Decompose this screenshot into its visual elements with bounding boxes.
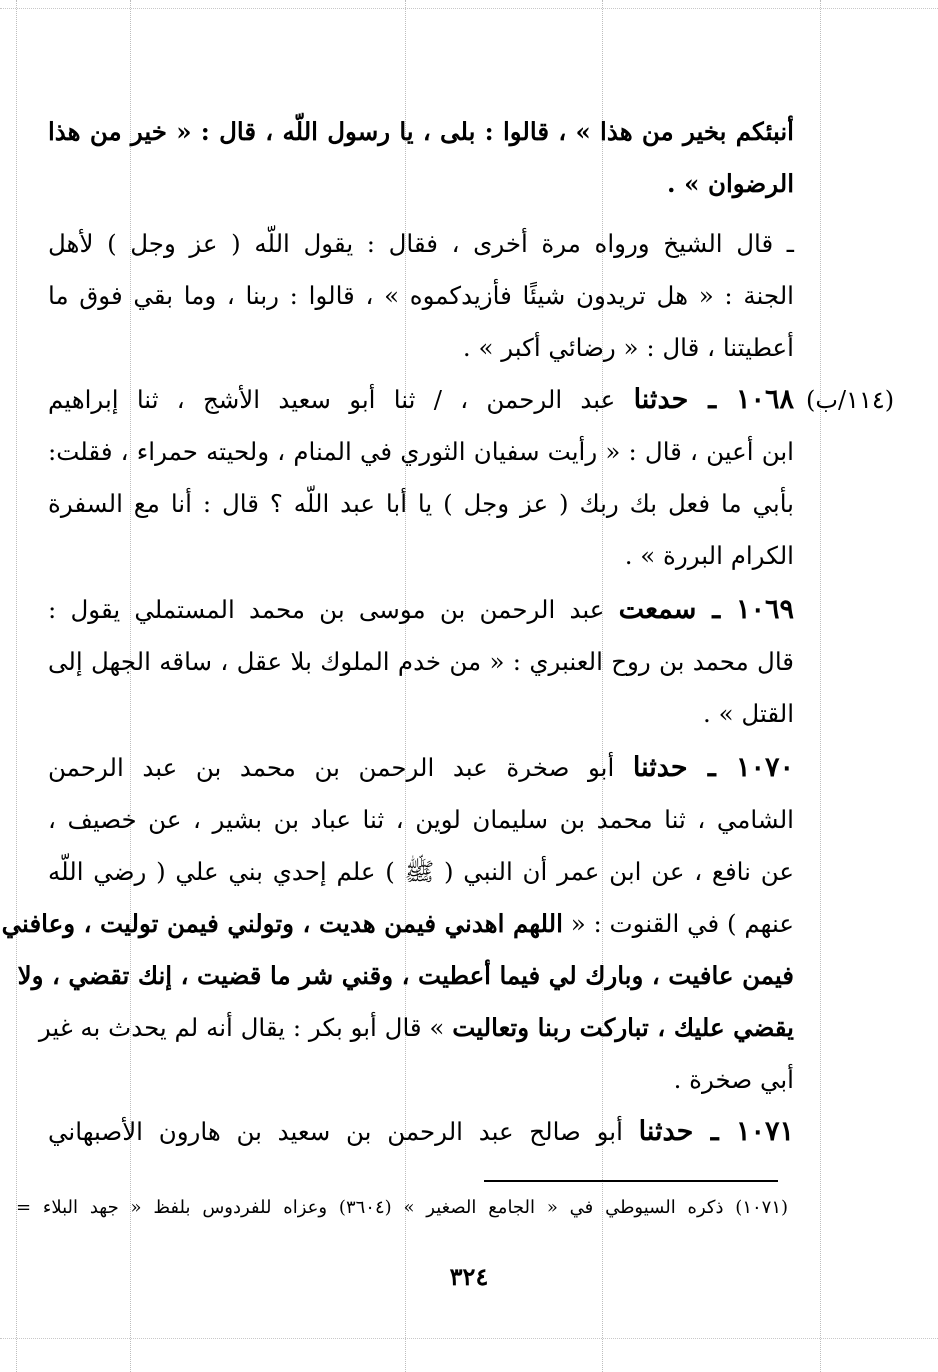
text-line: أنبئكم بخير من هذا » ، قالوا : بلى ، يا رسول اللّه ، قال : « خير من هذا <box>48 117 794 146</box>
hadith-heading-line: ١٠٧٠ ـ حدثنا أبو صخرة عبد الرحمن بن محمد بن عبد الرحمن <box>48 752 794 783</box>
page-number: ٣٢٤ <box>449 1262 489 1291</box>
hadith-heading-line: ١٠٧١ ـ حدثنا أبو صالح عبد الرحمن بن سعيد بن هارون الأصبهاني <box>48 1116 794 1147</box>
footnote-separator <box>484 1180 778 1182</box>
hadith-number: ١٠٧٠ ـ حدثنا <box>632 752 794 783</box>
text-line: ابن أعين ، قال : « رأيت سفيان الثوري في المنام ، ولحيته حمراء ، فقلت: <box>48 437 794 466</box>
text-line: الكرام البررة » . <box>624 541 794 570</box>
text-line: الشامي ، ثنا محمد بن سليمان لوين ، ثنا عباد بن بشير ، عن خصيف ، <box>48 805 794 834</box>
scan-guide-line <box>16 0 17 1372</box>
text-line: أعطيتنا ، قال : « رضائي أكبر » . <box>462 333 794 362</box>
text-line: القتل » . <box>703 699 794 728</box>
text-line: عن نافع ، عن ابن عمر أن النبي ( ﷺ ) علم إحدي بني علي ( رضي اللّه <box>48 857 794 886</box>
text-line: قال محمد بن روح العنبري : « من خدم الملوك بلا عقل ، ساقه الجهل إلى <box>48 647 794 676</box>
text-line: يقضي عليك ، تباركت ربنا وتعاليت » قال أبو بكر : يقال أنه لم يحدث به غير <box>38 1013 794 1042</box>
scan-guide-line <box>820 0 821 1372</box>
text-line: بأبي ما فعل بك ربك ( عز وجل ) يا أبا عبد اللّه ؟ قال : أنا مع السفرة <box>48 489 794 518</box>
scan-guide-line <box>0 8 938 9</box>
text-line: الرضوان » . <box>667 169 794 198</box>
hadith-number: ١٠٧١ ـ حدثنا <box>638 1116 794 1147</box>
text-line: ـ قال الشيخ ورواه مرة أخرى ، فقال : يقول اللّه ( عز وجل ) لأهل <box>48 229 794 258</box>
text-line: عنهم ) في القنوت : « اللهم اهدني فيمن هديت ، وتولني فيمن توليت ، وعافني <box>1 909 794 938</box>
hadith-heading-line: ١٠٦٨ ـ حدثنا عبد الرحمن ، / ثنا أبو سعيد الأشج ، ثنا إبراهيم <box>48 384 794 415</box>
scan-guide-line <box>0 1338 938 1339</box>
text-line: الجنة : « هل تريدون شيئًا فأزيدكموه » ، قالوا : ربنا ، وما بقي فوق ما <box>48 281 794 310</box>
text-line: أبي صخرة . <box>673 1065 794 1094</box>
margin-folio-note: (١١٤/ب) <box>806 386 895 414</box>
text-line: فيمن عافيت ، وبارك لي فيما أعطيت ، وقني شر ما قضيت ، إنك تقضي ، ولا <box>17 961 794 990</box>
hadith-number: ١٠٦٩ ـ سمعت <box>618 594 795 625</box>
footnote: (١٠٧١) ذكره السيوطي في « الجامع الصغير » (٣٦٠٤) وعزاه للفردوس بلفظ « جهد البلاء = <box>16 1197 789 1218</box>
hadith-heading-line: ١٠٦٩ ـ سمعت عبد الرحمن بن موسى بن محمد المستملي يقول : <box>48 594 795 625</box>
hadith-number: ١٠٦٨ ـ حدثنا <box>633 384 794 415</box>
